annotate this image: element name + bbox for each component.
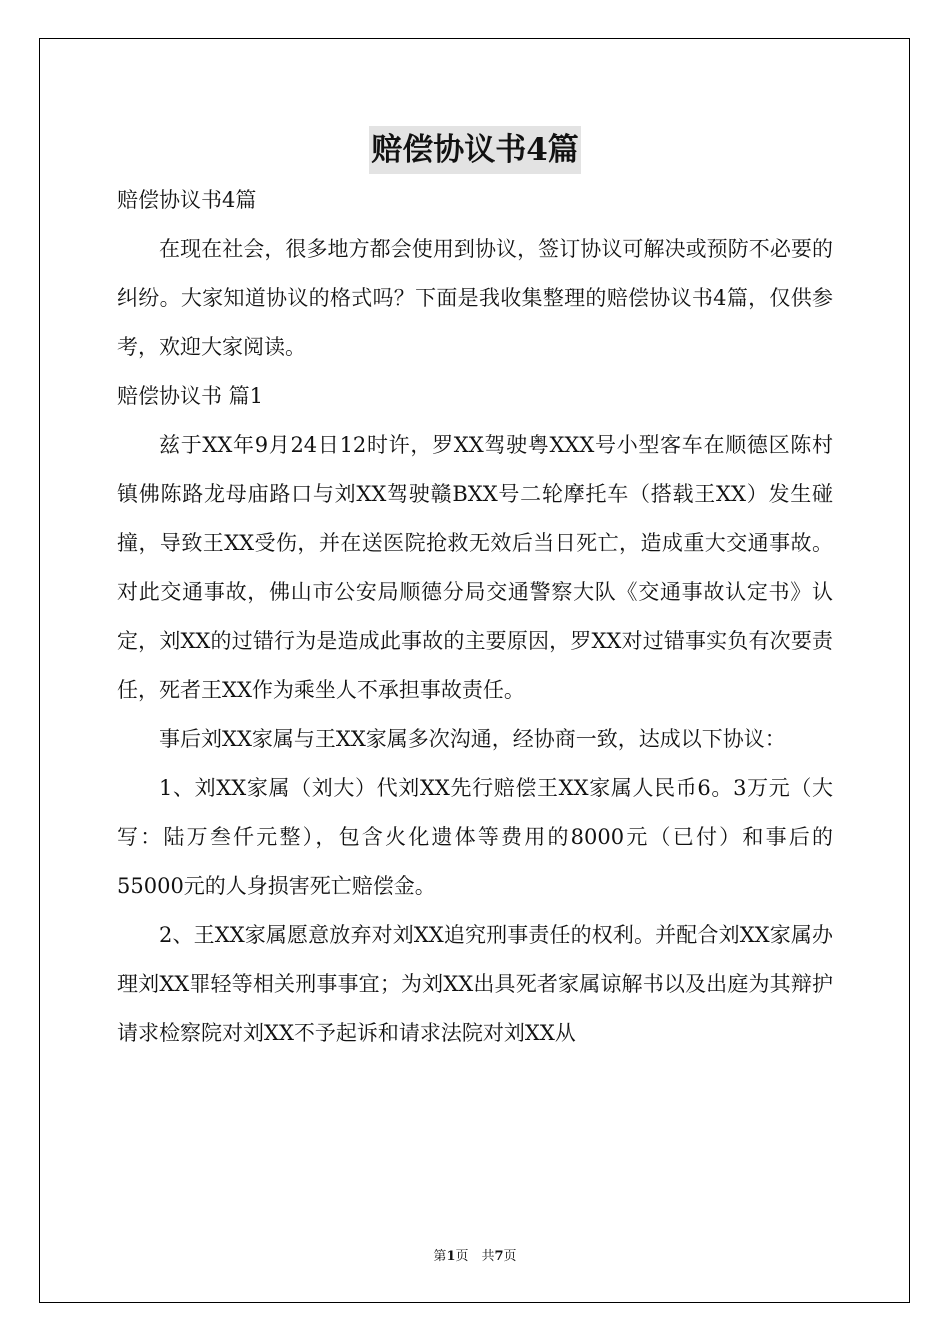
body-paragraph: 兹于XX年9月24日12时许，罗XX驾驶粤XXX号小型客车在顺德区陈村镇佛陈路龙母庙路口与刘XX驾驶赣BXX号二轮摩托车（搭载王XX）发生碰撞，导致王XX受伤，并在送医院抢救无效后当日死亡，造成重大交通事故。对此交通事故，佛山市公安局顺德分局交通警察大队《交通事故认定书》认定，刘XX的过错行为是造成此事故的主要原因，罗XX对过错事实负有次要责任，死者王XX作为乘坐人不承担事故责任。 <box>117 433 833 702</box>
agreement-clause-1: 1、刘XX家属（刘大）代刘XX先行赔偿王XX家属人民币6。3万元（大写：陆万叁仟元整），包含火化遗体等费用的8000元（已付）和事后的55000元的人身损害死亡赔偿金。 <box>117 776 833 898</box>
total-page-number: 7 <box>494 1249 504 1264</box>
page-number-prefix: 第 <box>433 1249 447 1264</box>
page-number-suffix: 页 <box>503 1249 517 1264</box>
intro-paragraph: 在现在社会，很多地方都会使用到协议，签订协议可解决或预防不必要的纠纷。大家知道协议的格式吗？下面是我收集整理的赔偿协议书4篇，仅供参考，欢迎大家阅读。 <box>117 237 833 359</box>
subtitle-line: 赔偿协议书4篇 <box>117 188 257 212</box>
document-body <box>117 176 833 1058</box>
document-title <box>0 126 950 174</box>
section-heading: 赔偿协议书 篇1 <box>117 384 264 408</box>
document-title-text: 赔偿协议书4篇 <box>369 126 581 174</box>
body-paragraph: 事后刘XX家属与王XX家属多次沟通，经协商一致，达成以下协议： <box>159 727 786 751</box>
current-page-number: 1 <box>446 1249 456 1264</box>
page-footer <box>0 1248 950 1266</box>
agreement-clause-2: 2、王XX家属愿意放弃对刘XX追究刑事责任的权利。并配合刘XX家属办理刘XX罪轻等相关刑事事宜；为刘XX出具死者家属谅解书以及出庭为其辩护请求检察院对刘XX不予起诉和请求法院对刘XX从 <box>117 923 833 1045</box>
page-number-mid: 页 共 <box>455 1249 495 1264</box>
